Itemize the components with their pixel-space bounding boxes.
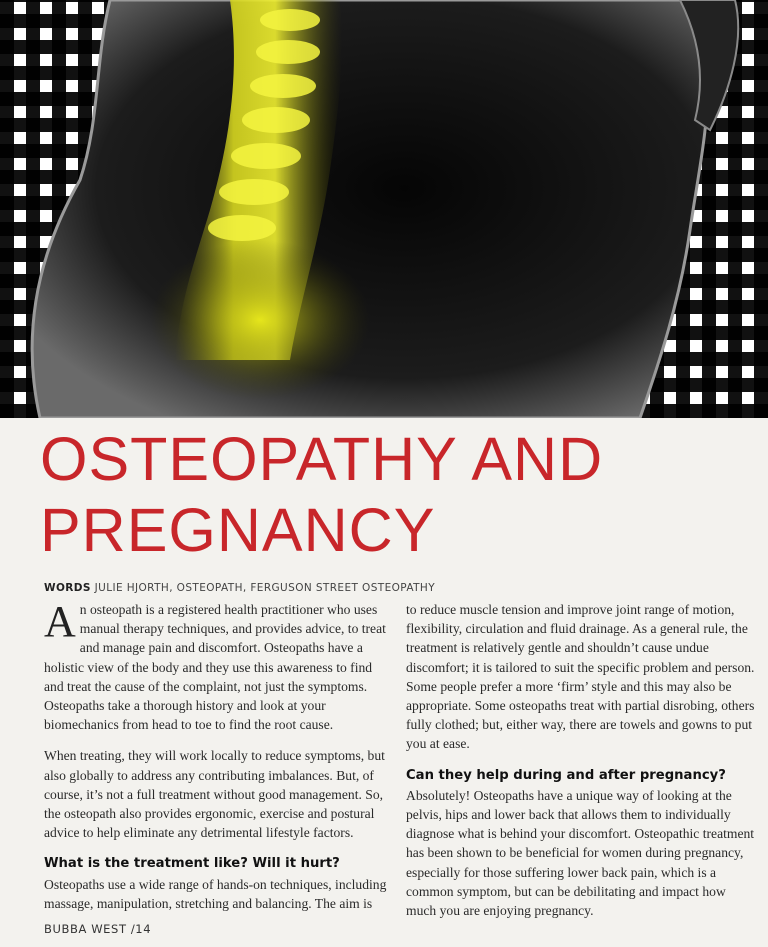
paragraph-treating: When treating, they will work locally to reduce symptoms, but also globally to address any contributing imbalances. But, of course, it’s not a full treatment without good management. So, the osteopath also provides ergonomic, exercise and postural advice to help eliminate any detrimental lifestyle factors. (44, 748, 385, 841)
byline (44, 582, 435, 594)
title-line-1: OSTEOPATHY AND (40, 425, 604, 493)
xray-torso-illustration (0, 0, 768, 418)
paragraph-pregnancy: Absolutely! Osteopaths have a unique way of looking at the pelvis, hips and lower back that allows them to individually diagnose what is behind your discomfort. Osteopathic treatment has been shown to be beneficial for women during pregnancy, especially for those suffering lower back pain, which is a common symptom, but can be debilitating and impact how much you are enjoying pregnancy. (406, 787, 755, 919)
page-footer: BUBBA WEST /14 (44, 922, 152, 936)
paragraph-techniques: Osteopaths use a wide range of hands-on techniques, including massage, manipulation, stretching and balancing. The aim is (44, 876, 387, 911)
hero-image (0, 0, 768, 418)
byline-author: JULIE HJORTH, OSTEOPATH, FERGUSON STREET OSTEOPATHY (90, 582, 436, 594)
paragraph-muscle-tension: to reduce muscle tension and improve joint range of motion, flexibility, circulation and fluid drainage. As a general rule, the treatment is relatively gentle and shouldn’t cause undue discomfort; it is tailored to suit the specific problem and person. Some people prefer a more ‘firm’ style and this may also be appropriate. Some osteopaths treat with partial disrobing, others fully clothed; but, either way, there are towels and gowns to put you at ease. (406, 602, 755, 752)
title-line-2: PREGNANCY (40, 496, 436, 564)
drop-cap: A (44, 597, 76, 646)
left-column (44, 597, 394, 925)
byline-lead: WORDS (44, 582, 91, 594)
intro-text: n osteopath is a registered health practitioner who uses manual therapy techniques, and provides advice, to treat and manage pain and discomfort. Osteopaths have a holistic view of the body and they use this awareness to find and treat the cause of the complaint, not just the symptoms. Osteopaths take a thorough history and look at your biomechanics from head to toe to find the root cause. (44, 602, 386, 733)
article-title (40, 424, 603, 566)
right-column (406, 600, 756, 932)
heading-treatment: What is the treatment like? Will it hurt? (44, 856, 340, 872)
paragraph-intro (44, 597, 394, 734)
heading-pregnancy: Can they help during and after pregnancy? (406, 767, 726, 783)
